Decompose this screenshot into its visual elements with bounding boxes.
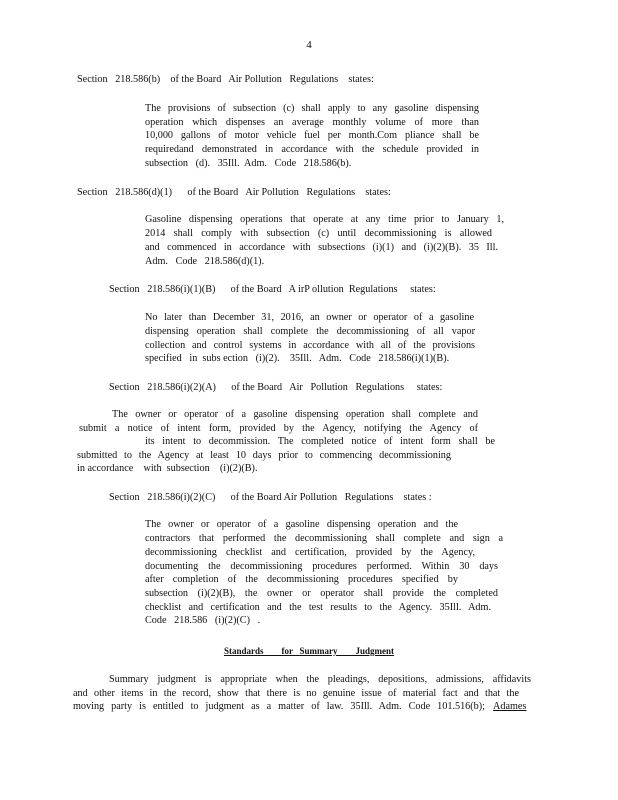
quote-i2c-line-4: documenting the decommissioning procedures performed. Within 30 days (145, 561, 498, 572)
case-citation: Adames (493, 701, 527, 712)
standards-heading (0, 644, 618, 658)
quote-d1-line-3: and commenced in accordance with subsections (i)(1) and (i)(2)(B). 35 Ill. (145, 242, 498, 253)
quote-i2c-line-2: contractors that performed the decommissioning shall complete and sign a (145, 533, 503, 544)
quote-b-line-3: 10,000 gallons of motor vehicle fuel per month.Com pliance shall be (145, 130, 479, 141)
quote-i2a-line-1: The owner or operator of a gasoline dispensing operation shall complete and (112, 409, 478, 420)
body-line-2: and other items in the record, show that there is no genuine issue of material fact and that the (73, 688, 519, 699)
quote-i2c-line-7: checklist and certification and the test results to the Agency. 35Ill. Adm. (145, 602, 491, 613)
quote-i1b-line-4: specified in subs ection (i)(2). 35Ill. Adm. Code 218.586(i)(1)(B). (145, 353, 450, 364)
quote-i2a-line-5: in accordance with subsection (i)(2)(B). (77, 463, 258, 474)
body-line-3: moving party is entitled to judgment as a matter of law. 35Ill. Adm. Code 101.516(b); (73, 701, 485, 712)
quote-i2a-line-3: its intent to decommission. The completed notice of intent form shall be (145, 436, 495, 447)
quote-b-line-2: operation which dispenses an average monthly volume of more than (145, 117, 479, 128)
quote-d1-line-1: Gasoline dispensing operations that operate at any time prior to January 1, (145, 214, 504, 225)
quote-i1b-line-2: dispensing operation shall complete the decommissioning of all vapor (145, 326, 475, 337)
quote-b-line-1: The provisions of subsection (c) shall apply to any gasoline dispensing (145, 103, 479, 114)
quote-i2c-line-6: subsection (i)(2)(B), the owner or operator shall provide the completed (145, 588, 498, 599)
quote-i2a-line-2: submit a notice of intent form, provided by the Agency, notifying the Agency of (79, 423, 478, 434)
page-number: 4 (306, 39, 312, 51)
quote-d1-line-4: Adm. Code 218.586(d)(1). (145, 256, 265, 267)
quote-i2c-line-8: Code 218.586 (i)(2)(C) . (145, 615, 261, 626)
section-intro-i1b: Section 218.586(i)(1)(B) of the Board A irP ollution Regulations states: (109, 284, 436, 295)
section-intro-b: Section 218.586(b) of the Board Air Pollution Regulations states: (77, 74, 374, 85)
quote-i2c-line-3: decommissioning checklist and certification, provided by the Agency, (145, 547, 475, 558)
section-intro-d1: Section 218.586(d)(1) of the Board Air Pollution Regulations states: (77, 187, 391, 198)
quote-i1b-line-3: collection and control systems in accordance with all of the provisions (145, 340, 475, 351)
quote-i2a-line-4: submitted to the Agency at least 10 days prior to commencing decommissioning (77, 450, 451, 461)
quote-b-line-4: requiredand demonstrated in accordance with the schedule provided in (145, 144, 479, 155)
quote-i2c-line-5: after completion of the decommissioning procedures specified by (145, 574, 458, 585)
quote-i2c-line-1: The owner or operator of a gasoline dispensing operation and the (145, 519, 458, 530)
standards-heading-text: Standards for Summary Judgment (223, 646, 395, 656)
quote-b-line-5: subsection (d). 35Ill. Adm. Code 218.586(b). (145, 158, 352, 169)
section-intro-i2a: Section 218.586(i)(2)(A) of the Board Air Pollution Regulations states: (109, 382, 443, 393)
quote-i1b-line-1: No later than December 31, 2016, an owner or operator of a gasoline (145, 312, 474, 323)
quote-d1-line-2: 2014 shall comply with subsection (c) until decommissioning is allowed (145, 228, 492, 239)
section-intro-i2c: Section 218.586(i)(2)(C) of the Board Air Pollution Regulations states : (109, 492, 432, 503)
body-line-1: Summary judgment is appropriate when the pleadings, depositions, admissions, affidavits (109, 674, 531, 685)
